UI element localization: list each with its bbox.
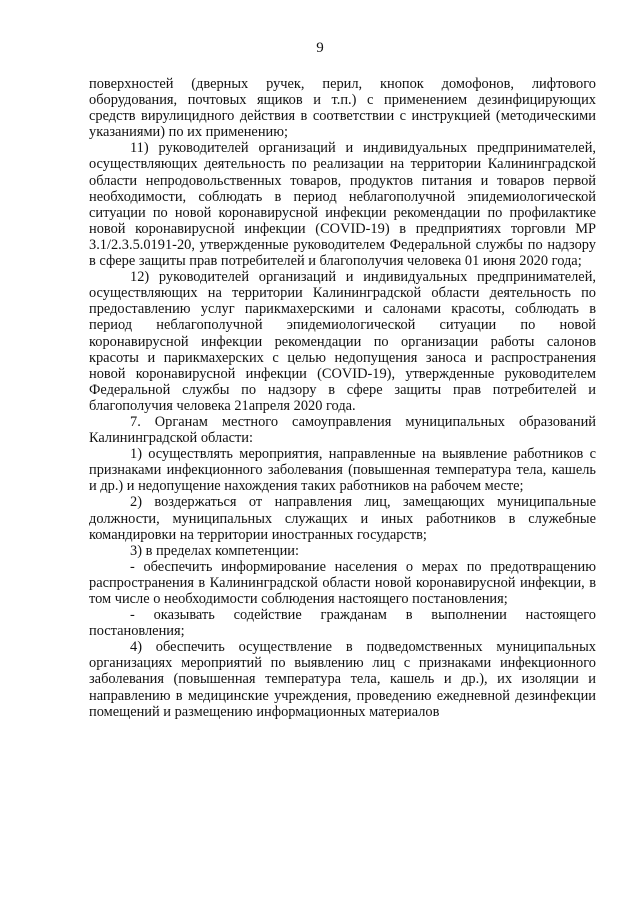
paragraph: 11) руководителей организаций и индивидуальных предпринимателей, осуществляющих деятельность по реализации на территории Калининградской области непродовольственных товаров, продуктов питания и товаров первой необходимости, соблюдать в период неблагополучной эпидемиологической ситуации по новой коронавирусной инфекции рекомендации по профилактике новой коронавирусной инфекции (COVID-19) в предприятиях торговли МР 3.1/2.3.5.0191-20, утвержденные руководителем Федеральной службы по надзору в сфере защиты прав потребителей и благополучия человека 01 июня 2020 года; bbox=[89, 140, 596, 270]
paragraph: 3) в пределах компетенции: bbox=[130, 542, 299, 559]
document-body bbox=[89, 76, 596, 720]
paragraph: - обеспечить информирование населения о мерах по предотвращению распространения в Калининградской области новой коронавирусной инфекции, в том числе о необходимости соблюдения настоящего постановления; bbox=[89, 558, 596, 607]
paragraph: 12) руководителей организаций и индивидуальных предпринимателей, осуществляющих на территории Калининградской области деятельность по предоставлению услуг парикмахерскими и салонами красоты, соблюдать в период неблагополучной эпидемиологической ситуации по новой коронавирусной инфекции рекомендации по организации работы салонов красоты и парикмахерских с целью недопущения заноса и распространения новой коронавирусной инфекции (COVID-19), утвержденные руководителем Федеральной службы по надзору в сфере защиты прав потребителей и благополучия человека 21апреля 2020 года. bbox=[89, 269, 596, 414]
paragraph: 2) воздержаться от направления лиц, замещающих муниципальные должности, муниципальных служащих и иных работников в служебные командировки на территории иностранных государств; bbox=[89, 494, 596, 543]
paragraph: 1) осуществлять мероприятия, направленные на выявление работников с признаками инфекционного заболевания (повышенная температура тела, кашель и др.) и недопущение нахождения таких работников на рабочем месте; bbox=[89, 446, 596, 495]
paragraph: 7. Органам местного самоуправления муниципальных образований Калининградской области: bbox=[89, 413, 596, 447]
paragraph: 4) обеспечить осуществление в подведомственных муниципальных организациях мероприятий по выявлению лиц с признаками инфекционного заболевания (повышенная температура тела, кашель и др.), их изоляции и направлению в медицинские учреждения, проведению ежедневной дезинфекции помещений и размещению информационных материалов bbox=[89, 639, 596, 720]
paragraph: - оказывать содействие гражданам в выполнении настоящего постановления; bbox=[89, 607, 596, 640]
paragraph: поверхностей (дверных ручек, перил, кнопок домофонов, лифтового оборудования, почтовых ящиков и т.п.) с применением дезинфицирующих средств вирулицидного действия в соответствии с инструкцией (методическими указаниями) по их применению; bbox=[89, 76, 596, 141]
page-number: 9 bbox=[316, 40, 324, 56]
